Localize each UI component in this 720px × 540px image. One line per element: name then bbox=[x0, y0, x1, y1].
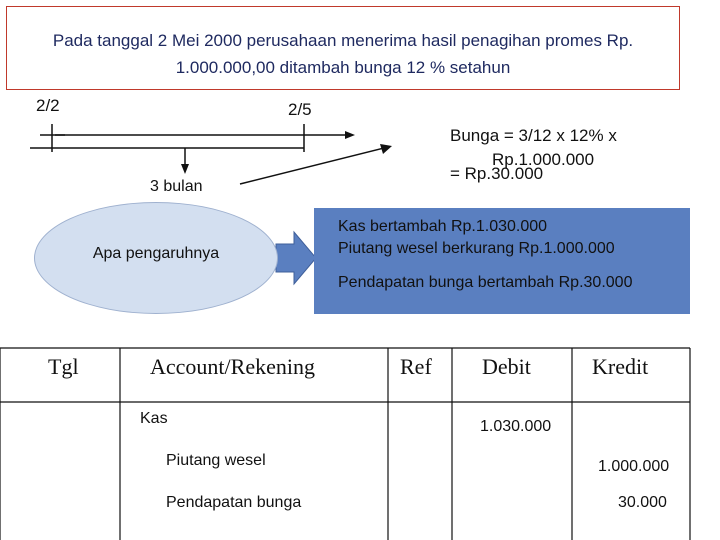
row-2-account: Piutang wesel bbox=[166, 452, 266, 469]
row-3-account: Pendapatan bunga bbox=[166, 494, 302, 511]
row-1-debit: 1.030.000 bbox=[480, 418, 552, 435]
problem-line-1: Pada tanggal 2 Mei 2000 perusahaan menerima hasil penagihan promes Rp. bbox=[52, 31, 634, 50]
interest-formula: Bunga = 3/12 x 12% x bbox=[450, 126, 617, 145]
header-date: Tgl bbox=[48, 354, 79, 379]
journal-table bbox=[0, 348, 690, 540]
header-ref: Ref bbox=[400, 354, 432, 379]
pengaruh-arrow bbox=[276, 232, 316, 284]
row-2-credit: 1.000.000 bbox=[598, 458, 670, 475]
timeline-end-label: 2/5 bbox=[288, 100, 312, 119]
problem-statement-box bbox=[6, 6, 680, 90]
interest-principal: Rp.1.000.000 bbox=[492, 150, 595, 169]
header-credit: Kredit bbox=[592, 354, 649, 379]
effects-box bbox=[314, 208, 690, 314]
header-debit: Debit bbox=[482, 354, 531, 379]
question-ellipse bbox=[34, 202, 278, 314]
timeline-start-label: 2/2 bbox=[36, 96, 60, 115]
effect-cash: Kas bertambah Rp.1.030.000 bbox=[338, 218, 548, 235]
row-1-account: Kas bbox=[140, 410, 168, 427]
row-3-credit: 30.000 bbox=[618, 494, 667, 511]
header-account: Account/Rekening bbox=[150, 354, 315, 379]
effect-interest-revenue: Pendapatan bunga bertambah Rp.30.000 bbox=[338, 274, 633, 291]
problem-line-2: 1.000.000,00 ditambah bunga 12 % setahun bbox=[175, 58, 511, 77]
timeline-axis bbox=[30, 124, 392, 184]
timeline-period-label: 3 bulan bbox=[150, 178, 203, 195]
effect-notes-receivable: Piutang wesel berkurang Rp.1.000.000 bbox=[338, 240, 615, 257]
question-label: Apa pengaruhnya bbox=[92, 245, 220, 262]
interest-result: = Rp.30.000 bbox=[450, 164, 544, 183]
